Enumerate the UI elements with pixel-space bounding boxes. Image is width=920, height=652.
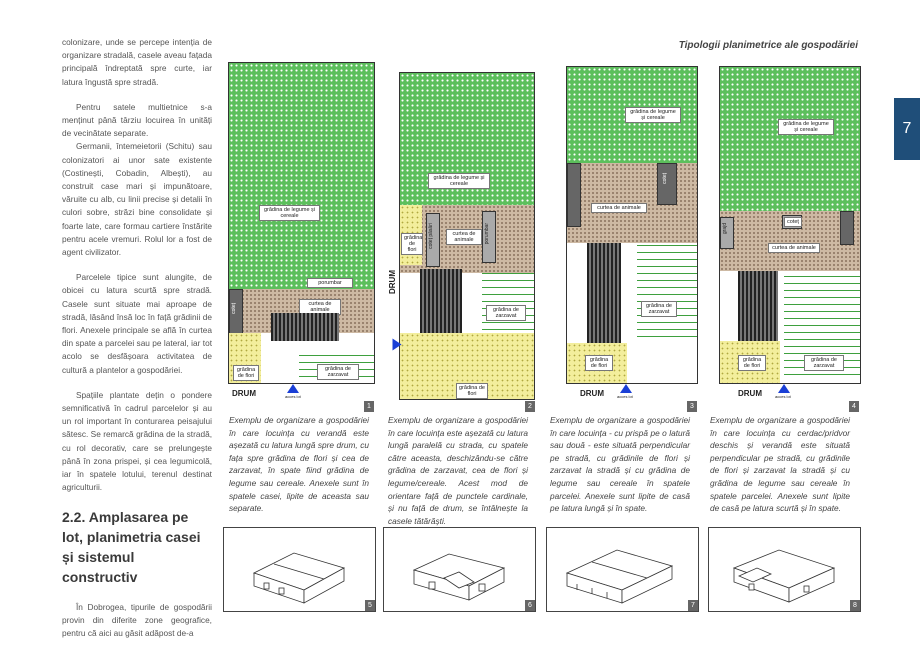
kitchen-garden-label: grădina de zarzavat — [486, 305, 526, 321]
lot-access-marker — [620, 384, 632, 393]
house-footprint — [587, 243, 621, 343]
coop-label: coteț — [784, 217, 802, 227]
figure-number: 5 — [365, 600, 375, 611]
house-isometric-icon — [709, 528, 860, 611]
figure-number: 3 — [687, 401, 697, 412]
road-label: DRUM — [580, 389, 604, 398]
coop-building — [657, 163, 677, 205]
lot-access-label: acces lot — [617, 394, 633, 399]
road-label: DRUM — [232, 389, 256, 398]
coop-label: coteț — [231, 303, 237, 314]
animal-yard-label: curtea de animale — [299, 299, 341, 315]
isometric-drawing-6 — [383, 527, 536, 612]
figure-number: 2 — [525, 401, 535, 412]
flower-garden-label: grădina de flori — [233, 365, 259, 381]
stable-label: grajd — [722, 223, 728, 235]
paragraph: Spațiile plantate dețin o pondere semnificativă în cadrul parcelelor și au un rol important în conturarea peisajului sătesc. Se remarcă grădina de la stradă, cu rol decorativ, care se prelungește până în zona prispei, și cea legumicolă, iar în spatele lotului, terenul destinat agriculturii. — [62, 389, 212, 493]
figure-number: 6 — [525, 600, 535, 611]
site-plan-2 — [399, 72, 535, 400]
vegetable-cereal-garden — [229, 63, 374, 289]
vegetable-cereal-garden — [720, 67, 860, 211]
house-footprint — [271, 313, 339, 341]
kitchen-garden-label: grădina de zarzavat — [641, 301, 677, 317]
isometric-drawing-5 — [223, 527, 376, 612]
lot-access-label: acces lot — [775, 394, 791, 399]
figure-number: 1 — [364, 401, 374, 412]
figure-caption: Exemplu de organizare a gospodăriei în care locuința cu verandă este așezată cu latura lungă spre drum, cu fața spre grădina de flori și cea de zarzavat, în spate fiind grădina de legume sau cereale. Anexele sunt în spatele casei, lipite de aceasta sau separate. — [229, 415, 369, 514]
coop-label: coteț — [662, 173, 668, 184]
house-footprint — [420, 269, 462, 333]
corn-crib-label: porumbar — [307, 278, 353, 288]
paragraph: În Dobrogea, tipurile de gospodării provin din diferite zone geografice, pentru că aici au găsit adăpost de-a — [62, 601, 212, 638]
figure-number: 7 — [688, 600, 698, 611]
house-isometric-icon — [384, 528, 535, 611]
paragraph: Parcelele tipice sunt alungite, de obicei cu latura scurtă spre stradă. Casele sunt situate mai aproape de stradă, lăsând însă loc în față grădinii de flori. Anexele principale se află în curtea din spate a parcelei sau pe lateral, iar tot acolo se desfășoara activitatea de cultură a plantelor a gospodăriei. — [62, 272, 212, 375]
animal-yard-label: curtea de animale — [446, 229, 482, 245]
site-plan-1 — [228, 62, 375, 384]
section-heading: 2.2. Amplasarea pe lot, planimetria casei și sistemul constructiv — [62, 508, 201, 585]
isometric-drawing-8 — [708, 527, 861, 612]
vegetable-garden-label: grădina de legume și cereale — [428, 173, 490, 189]
isometric-drawing-7 — [546, 527, 699, 612]
site-plan-4 — [719, 66, 861, 384]
lot-access-marker — [778, 384, 790, 393]
figure-caption: Exemplu de organizare a gospodăriei în care locuința este așezată cu latura lungă paralelă cu strada, cu spatele către aceasta, deschizându-se către grădina de zarzavat, cea de flori și legume/cereale. Acest mod de orientare față de punctele cardinale, și nu față de drum, se întâlnește la casele tătărăști. — [388, 415, 528, 526]
corn-crib-label: porumbar — [484, 223, 490, 245]
vegetable-garden-label: grădina de legume și cereale — [259, 205, 320, 221]
coop-label: coteț păsări — [428, 223, 434, 249]
figure-number: 4 — [849, 401, 859, 412]
kitchen-garden — [637, 243, 697, 343]
annex-building — [840, 211, 854, 245]
lot-access-marker — [287, 384, 299, 393]
figure-caption: Exemplu de organizare a gospodăriei în care locuința - cu prispă pe o latură sau două - este situată perpendicular pe stradă, cu grădinile de flori și zarzavat la stradă și cu grădina de legume sau cereale în spatele parcelei. Anexele sunt lipite de casă pe latura lungă și în spate. — [550, 415, 690, 514]
page-header-title: Tipologii planimetrice ale gospodăriei — [678, 40, 858, 51]
paragraph: Germanii, întemeietorii (Schitu) sau colonizatori ai unor sate existente (Costinești, Cobadin, Albești), au construit case mari și impunătoare, văruite cu alb, cu linii precise și detalii în culori sobre, străzi bine consolidate și foarte late, care formau cartiere înstărite pentru acele vremuri. Rolul lor a fost de agent civilizator. — [62, 141, 212, 258]
animal-yard-label: curtea de animale — [591, 203, 647, 213]
body-text-column — [62, 36, 212, 652]
page-number-tab: 7 — [894, 98, 920, 160]
vegetable-garden-label: grădina de legume și cereale — [625, 107, 681, 123]
kitchen-garden-label: grădina de zarzavat — [317, 364, 359, 380]
house-isometric-icon — [547, 528, 698, 611]
flower-garden-label: grădina de flori — [585, 355, 613, 371]
figure-number: 8 — [850, 600, 860, 611]
front-flower-garden-label: grădina de flori — [456, 383, 488, 399]
summer-kitchen-building — [567, 163, 581, 227]
flower-garden-label: grădina de flori — [738, 355, 766, 371]
house-isometric-icon — [224, 528, 375, 611]
animal-yard-label: curtea de animale — [768, 243, 820, 253]
lot-access-marker — [393, 339, 402, 351]
paragraph: colonizare, unde se percepe intenția de organizare stradală, casele aveau fațada principală îndreptată spre curte, iar latura îngustă spre stradă. — [62, 37, 212, 87]
kitchen-garden-label: grădina de zarzavat — [804, 355, 844, 371]
road-label: DRUM — [388, 270, 397, 294]
figure-caption: Exemplu de organizare a gospodăriei în care locuința cu cerdac/pridvor deschis și verandă este situată perpendicular pe stradă, cu grădinile de flori și zarzavat la stradă și cu grădina de legume sau cereale în spatele parcelei. Anexele sunt lipite de casă pe latura scurtă și în spate. — [710, 415, 850, 514]
lot-access-label: acces lot — [285, 394, 301, 399]
site-plan-3 — [566, 66, 698, 384]
vegetable-garden-label: grădina de legume și cereale — [778, 119, 834, 135]
flower-garden-label: grădina de flori — [401, 233, 423, 255]
house-footprint — [738, 271, 778, 341]
road-label: DRUM — [738, 389, 762, 398]
paragraph: Pentru satele multietnice s-a menținut până târziu locuirea în unități de vecinătate separate. — [62, 101, 212, 139]
